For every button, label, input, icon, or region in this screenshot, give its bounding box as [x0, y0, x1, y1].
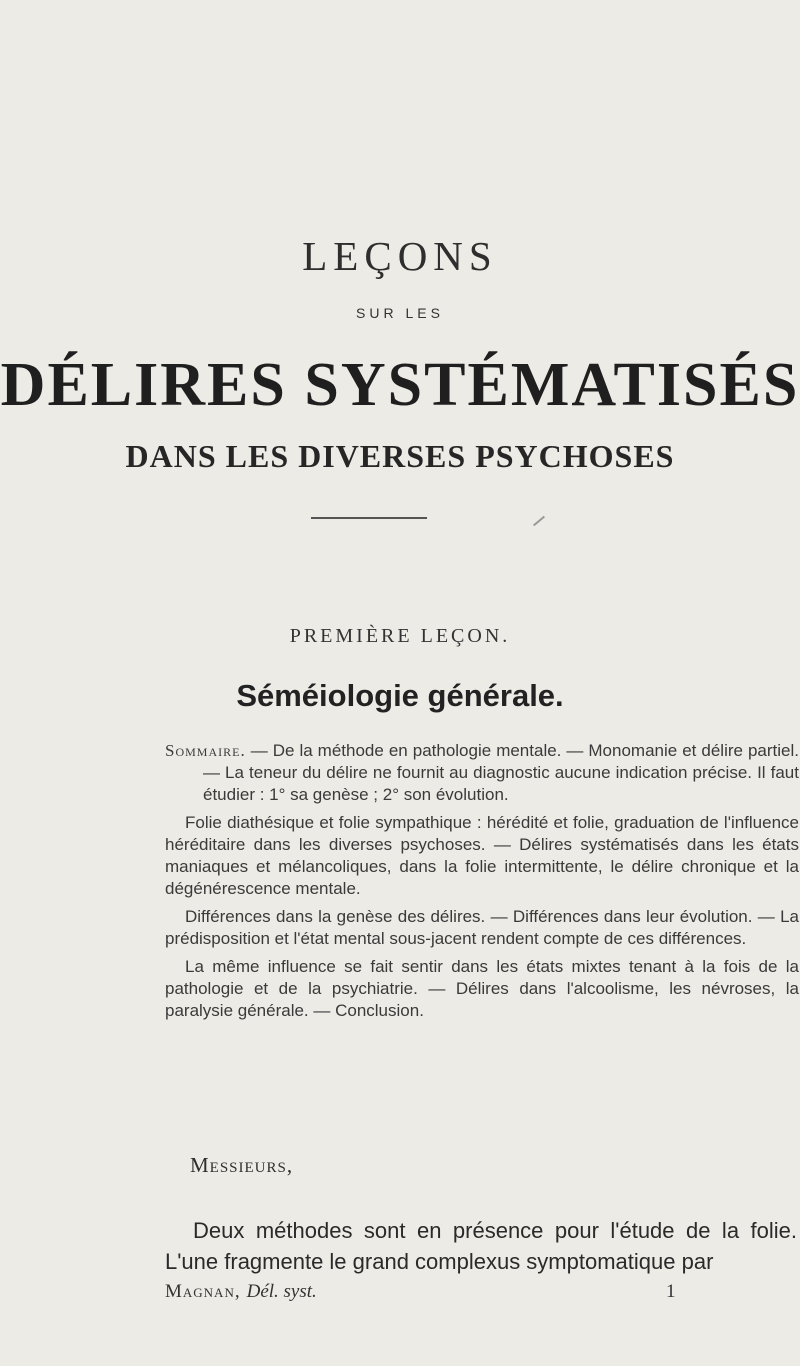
summary-text-1: — De la méthode en pathologie mentale. — Monomanie et délire partiel. — La teneur du délire ne fournit au diagnostic aucune indication précise. Il faut étudier : 1° sa genèse ; 2° son évolution.: [203, 741, 799, 804]
summary-paragraph-3: Différences dans la genèse des délires. — Différences dans leur évolution. — La prédisposition et l'état mental sous-jacent rendent compte de ces différences.: [165, 907, 799, 948]
summary-paragraph-4: La même influence se fait sentir dans les états mixtes tenant à la fois de la pathologie et de la psychiatrie. — Délires dans l'alcoolisme, les névroses, la paralysie générale. — Conclusion.: [165, 957, 799, 1020]
body-text: [165, 1215, 797, 1277]
summary-paragraph-1: [165, 740, 799, 806]
title-sur-les: SUR LES: [356, 305, 444, 321]
footer-signature-line: [165, 1281, 665, 1303]
salutation: Messieurs,: [190, 1153, 294, 1177]
lecon-heading: PREMIÈRE LEÇON.: [289, 625, 511, 647]
summary-paragraph-2: Folie diathésique et folie sympathique : hérédité et folie, graduation de l'influence héréditaire dans les diverses psychoses. — Délires systématisés dans les états maniaques et mélancoliques, dans la folie intermittente, le délire chronique et la dégénérescence mentale.: [165, 813, 799, 898]
footer-work-title: Dél. syst.: [246, 1281, 317, 1302]
sub-title: DANS LES DIVERSES PSYCHOSES: [125, 438, 675, 474]
main-title: DÉLIRES SYSTÉMATISÉS: [0, 351, 800, 419]
footer-author: Magnan,: [165, 1281, 241, 1302]
title-lecons: LEÇONS: [302, 233, 498, 279]
subject-title: Séméiologie générale.: [236, 678, 564, 713]
footer-signature-mark: 1: [666, 1281, 676, 1302]
body-paragraph: Deux méthodes sont en présence pour l'étude de la folie. L'une fragmente le grand complexus symptomatique par: [165, 1218, 797, 1274]
summary-block: [165, 740, 799, 1028]
summary-label: Sommaire.: [165, 741, 246, 760]
title-divider-rule: [311, 517, 427, 519]
stray-ink-mark: [533, 516, 545, 527]
